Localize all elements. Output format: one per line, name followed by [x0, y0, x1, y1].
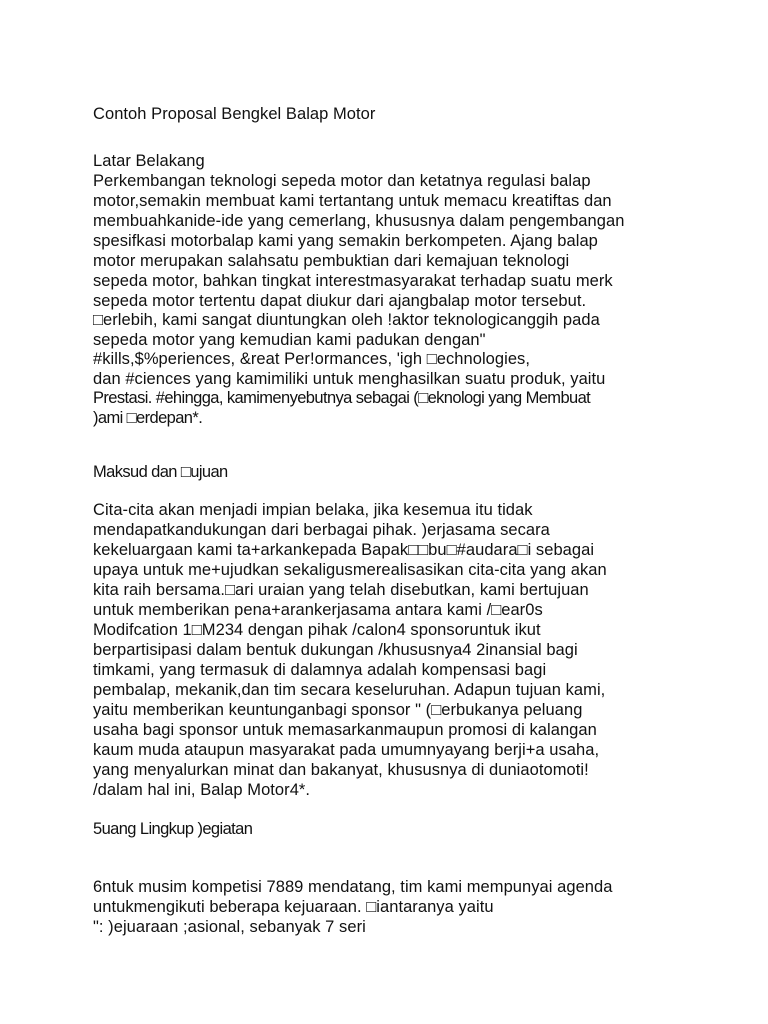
paragraph-line: kita raih bersama.□ari uraian yang telah disebutkan, kami bertujuan	[93, 581, 589, 599]
paragraph-line: timkami, yang termasuk di dalamnya adalah kompensasi bagi	[93, 661, 547, 679]
section-heading-ruang-lingkup: 5uang Lingkup )egiatan	[93, 820, 253, 838]
paragraph-line: kaum muda ataupun masyarakat pada umumnyayang berji+a usaha,	[93, 741, 600, 759]
paragraph-line: motor merupakan salahsatu pembuktian dari kemajuan teknologi	[93, 252, 570, 270]
paragraph-line: 6ntuk musim kompetisi 7889 mendatang, tim kami mempunyai agenda	[93, 878, 613, 896]
paragraph-line: motor,semakin membuat kami tertantang untuk memacu kreatiftas dan	[93, 192, 612, 210]
section-heading-latar-belakang: Latar Belakang	[93, 152, 205, 170]
paragraph-line: Prestasi. #ehingga, kamimenyebutnya sebagai (□eknologi yang Membuat	[93, 389, 591, 407]
paragraph-line: kekeluargaan kami ta+arkankepada Bapak□□bu□#audara□i sebagai	[93, 541, 595, 559]
paragraph-line: untukmengikuti beberapa kejuaraan. □iantaranya yaitu	[93, 898, 494, 916]
paragraph-line: Cita-cita akan menjadi impian belaka, jika kesemua itu tidak	[93, 501, 533, 519]
paragraph-line: membuahkanide-ide yang cemerlang, khususnya dalam pengembangan	[93, 212, 625, 230]
paragraph-line: mendapatkandukungan dari berbagai pihak. )erjasama secara	[93, 521, 550, 539]
paragraph-line: □erlebih, kami sangat diuntungkan oleh !aktor teknologicanggih pada	[93, 311, 600, 329]
paragraph-line: Perkembangan teknologi sepeda motor dan ketatnya regulasi balap	[93, 172, 591, 190]
paragraph-line: spesifkasi motorbalap kami yang semakin berkompeten. Ajang balap	[93, 232, 598, 250]
paragraph-line: yang menyalurkan minat dan bakanyat, khususnya di duniaotomoti!	[93, 761, 589, 779]
paragraph-line: sepeda motor, bahkan tingkat interestmasyarakat terhadap suatu merk	[93, 272, 613, 290]
paragraph-line: upaya untuk me+ujudkan sekaligusmerealisasikan cita-cita yang akan	[93, 561, 607, 579]
paragraph-line: #kills,$%periences, &reat Per!ormances, 'igh □echnologies,	[93, 350, 530, 368]
paragraph-line: pembalap, mekanik,dan tim secara keseluruhan. Adapun tujuan kami,	[93, 681, 606, 699]
paragraph-line: sepeda motor yang kemudian kami padukan dengan"	[93, 331, 486, 349]
paragraph-line: dan #ciences yang kamimiliki untuk menghasilkan suatu produk, yaitu	[93, 370, 606, 388]
paragraph-line: untuk memberikan pena+arankerjasama antara kami /□ear0s	[93, 601, 543, 619]
paragraph-line: )ami □erdepan*.	[93, 409, 203, 427]
paragraph-line: ": )ejuaraan ;asional, sebanyak 7 seri	[93, 918, 366, 936]
section-heading-maksud-dan-tujuan: Maksud dan □ujuan	[93, 463, 228, 481]
paragraph-line: usaha bagi sponsor untuk memasarkanmaupun promosi di kalangan	[93, 721, 597, 739]
paragraph-line: sepeda motor tertentu dapat diukur dari ajangbalap motor tersebut.	[93, 292, 587, 310]
paragraph-line: yaitu memberikan keuntunganbagi sponsor " (□erbukanya peluang	[93, 701, 583, 719]
paragraph-line: berpartisipasi dalam bentuk dukungan /khususnya4 2inansial bagi	[93, 641, 578, 659]
paragraph-line: /dalam hal ini, Balap Motor4*.	[93, 781, 311, 799]
document-title: Contoh Proposal Bengkel Balap Motor	[93, 105, 376, 123]
paragraph-line: Modifcation 1□M234 dengan pihak /calon4 sponsoruntuk ikut	[93, 621, 541, 639]
